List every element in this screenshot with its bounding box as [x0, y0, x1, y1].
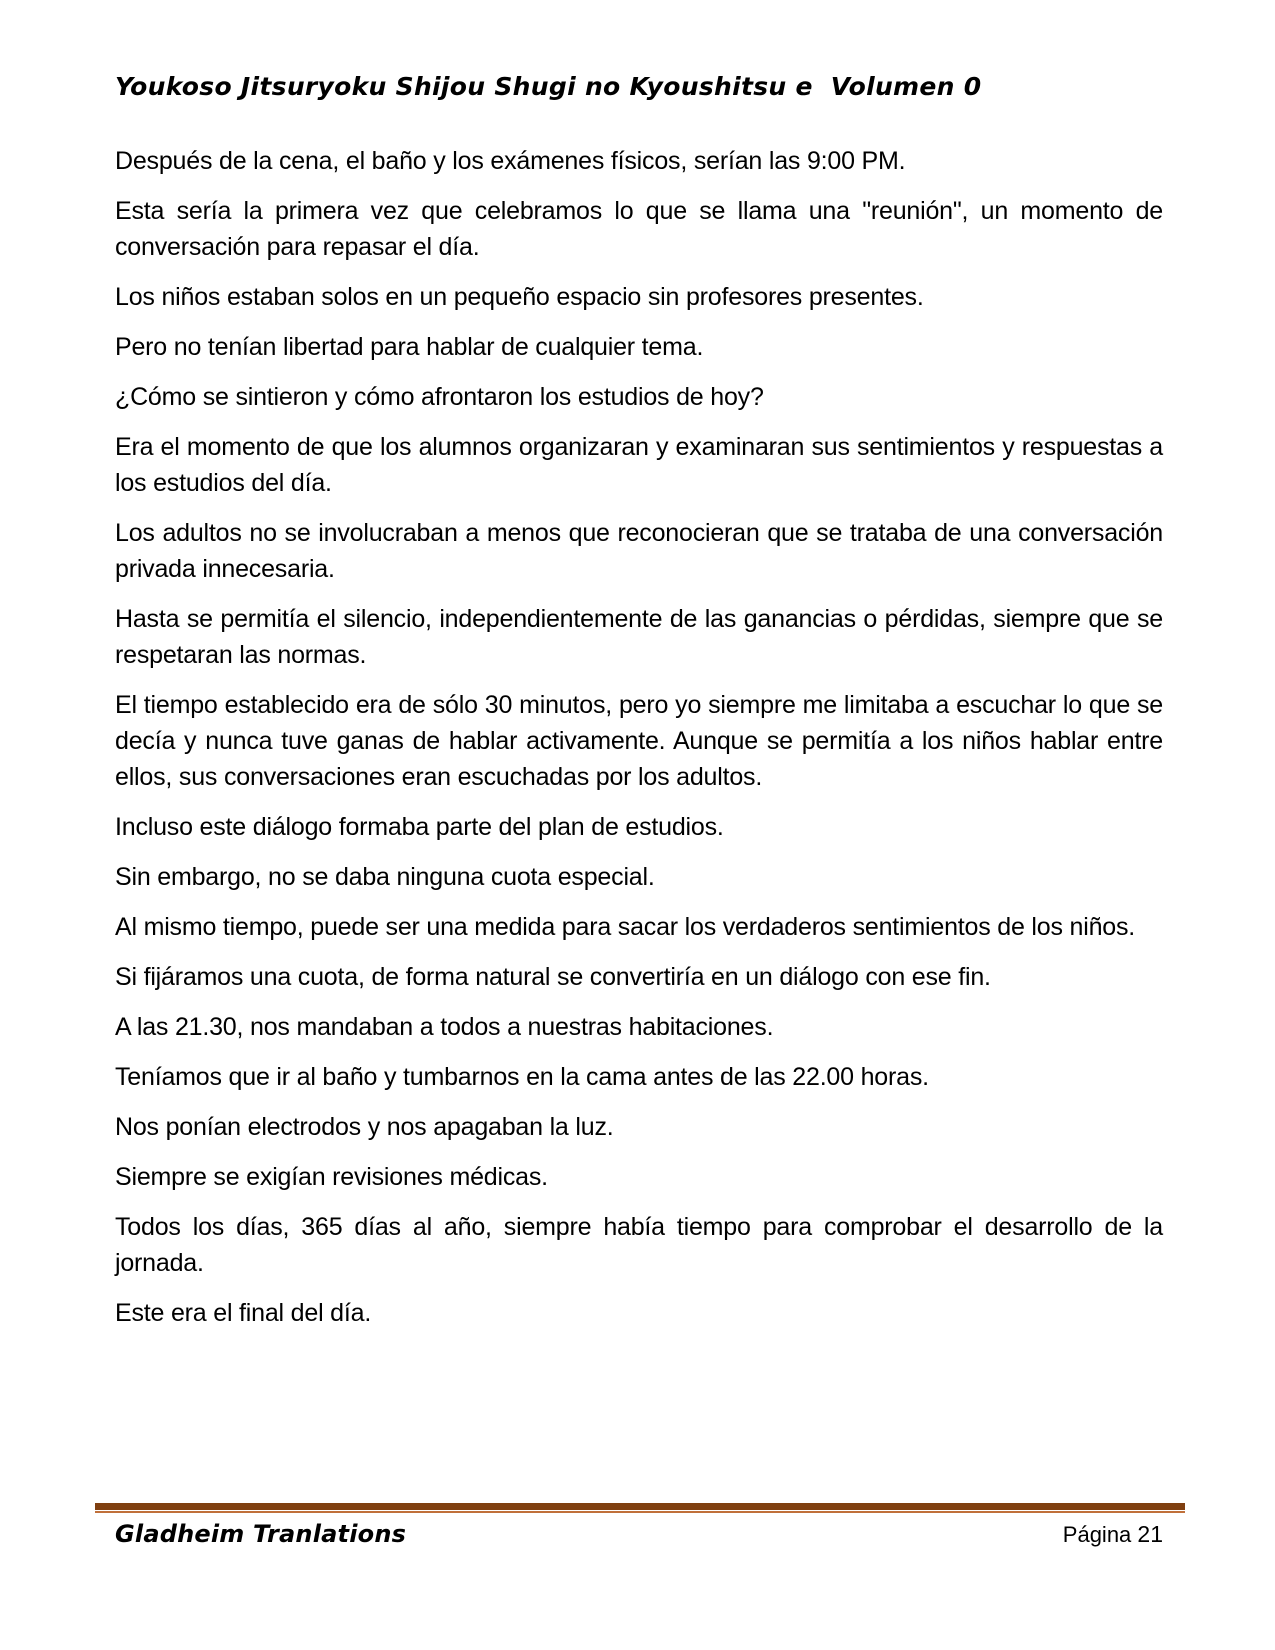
paragraph: Este era el final del día. — [115, 1299, 372, 1327]
translator-credit: Gladheim Tranlations — [115, 1520, 407, 1548]
paragraph: Pero no tenían libertad para hablar de cualquier tema. — [115, 333, 704, 361]
paragraph: Siempre se exigían revisiones médicas. — [115, 1163, 548, 1191]
paragraph: Hasta se permitía el silencio, independientemente de las ganancias o pérdidas, siempre que se respetaran las normas. — [115, 605, 1163, 669]
page-title: Youkoso Jitsuryoku Shijou Shugi no Kyoushitsu e Volumen 0 — [115, 72, 982, 101]
paragraph: Sin embargo, no se daba ninguna cuota especial. — [115, 863, 655, 891]
paragraph: Era el momento de que los alumnos organizaran y examinaran sus sentimientos y respuestas a los estudios del día. — [115, 433, 1163, 497]
paragraph: Si fijáramos una cuota, de forma natural se convertiría en un diálogo con ese fin. — [115, 963, 991, 991]
page-footer — [95, 1503, 1185, 1548]
page-label: Página — [1062, 1522, 1138, 1547]
footer-rule-dark — [95, 1503, 1185, 1510]
paragraph: El tiempo establecido era de sólo 30 minutos, pero yo siempre me limitaba a escuchar lo que se decía y nunca tuve ganas de hablar activamente. Aunque se permitía a los niños hablar entre ellos, sus conversaciones eran escuchadas por los adultos. — [115, 691, 1163, 791]
paragraph: Después de la cena, el baño y los exámenes físicos, serían las 9:00 PM. — [115, 147, 906, 175]
paragraph: Los niños estaban solos en un pequeño espacio sin profesores presentes. — [115, 283, 924, 311]
document-body — [115, 143, 1163, 1331]
page-number: 21 — [1137, 1521, 1163, 1547]
paragraph: ¿Cómo se sintieron y cómo afrontaron los estudios de hoy? — [115, 383, 764, 411]
paragraph: Incluso este diálogo formaba parte del plan de estudios. — [115, 813, 724, 841]
paragraph: A las 21.30, nos mandaban a todos a nuestras habitaciones. — [115, 1013, 774, 1041]
page-number-field — [1063, 1521, 1163, 1548]
paragraph: Todos los días, 365 días al año, siempre había tiempo para comprobar el desarrollo de la jornada. — [115, 1213, 1163, 1277]
paragraph: Teníamos que ir al baño y tumbarnos en la cama antes de las 22.00 horas. — [115, 1063, 929, 1091]
paragraph: Los adultos no se involucraban a menos que reconocieran que se trataba de una conversación privada innecesaria. — [115, 519, 1163, 583]
paragraph: Nos ponían electrodos y nos apagaban la luz. — [115, 1113, 614, 1141]
paragraph: Al mismo tiempo, puede ser una medida para sacar los verdaderos sentimientos de los niños. — [115, 913, 1136, 941]
footer-row — [95, 1513, 1185, 1548]
paragraph: Esta sería la primera vez que celebramos lo que se llama una "reunión", un momento de conversación para repasar el día. — [115, 197, 1163, 261]
